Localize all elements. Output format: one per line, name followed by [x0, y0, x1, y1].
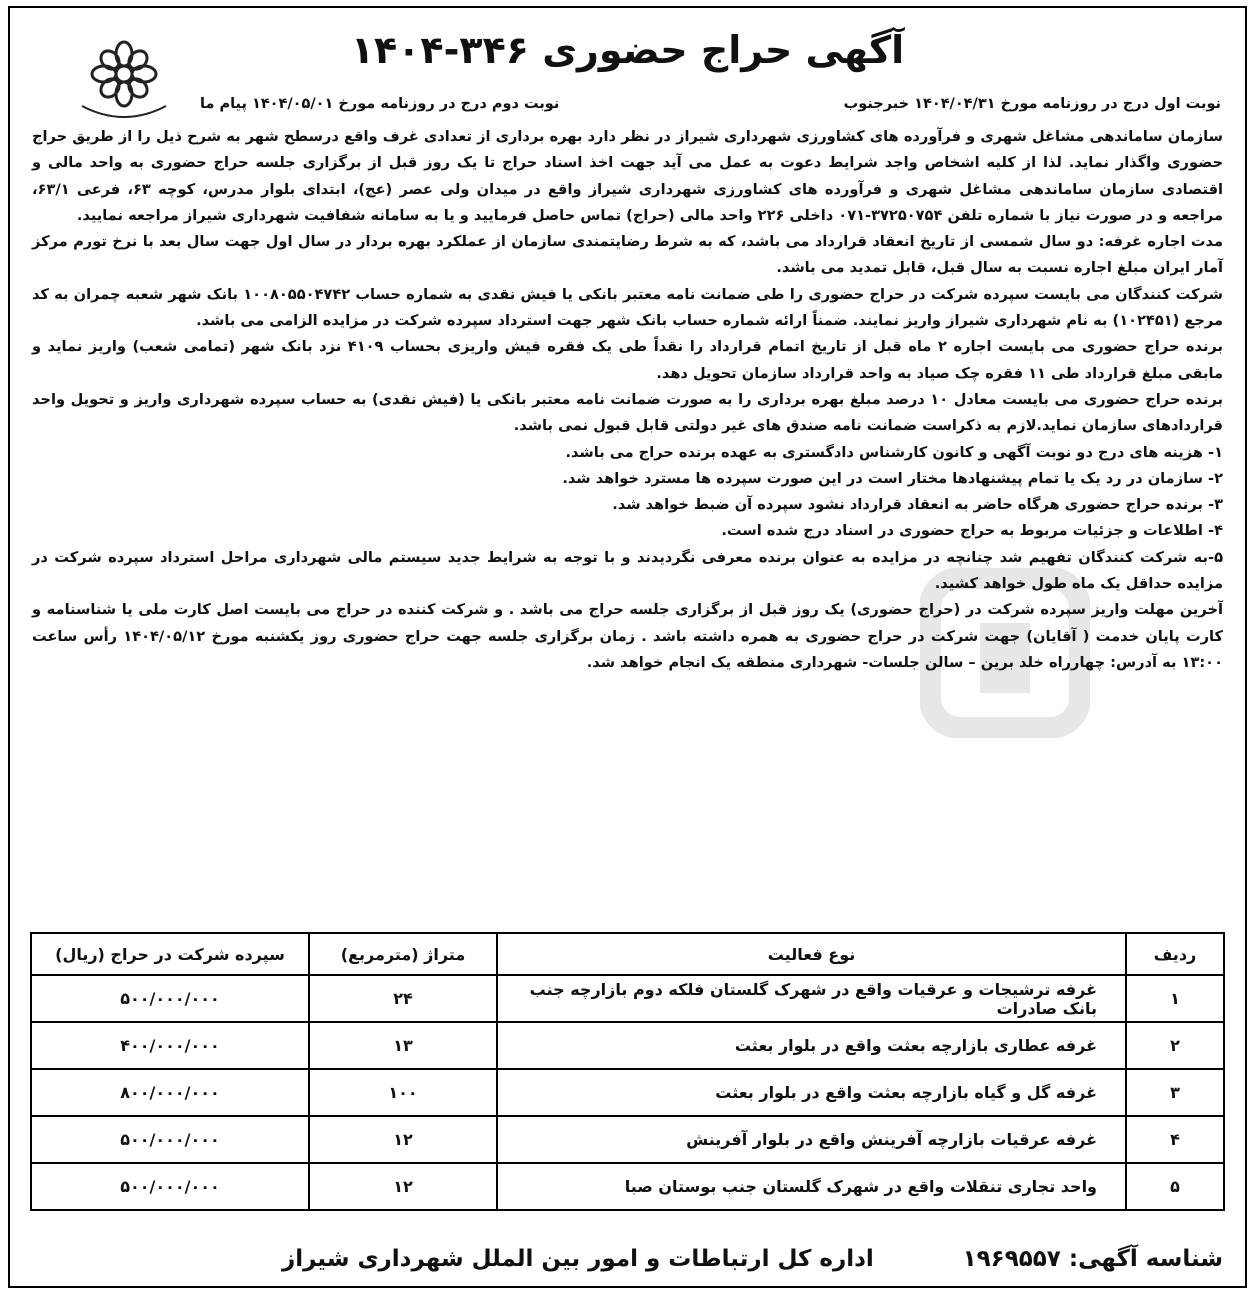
paragraph: برنده حراج حضوری می بایست اجاره ۲ ماه قبل از تاریخ اتمام قرارداد را نقداً طی یک فقره فیش واریزی بحساب ۴۱۰۹ نزد بانک شهر (تمامی شعب) واریز نماید و مابقی مبلغ قرارداد طی ۱۱ فقره چک صیاد به واحد قرارداد سازمان تحویل دهد. [32, 338, 1223, 382]
paragraph: ۵-به شرکت کنندگان تفهیم شد چنانچه در مزایده به عنوان برنده معرفی نگردیدند و با توجه به شرایط جدید سیستم مالی شهرداری مراحل استرداد سپرده شرکت در مزایده حداقل یک ماه طول خواهد کشید. [32, 548, 1223, 593]
activity: واحد تجاری تنقلات واقع در شهرک گلستان جنب بوستان صبا [497, 1163, 1126, 1210]
row-number: ۱ [1126, 975, 1224, 1022]
activity: غرفه عطاری بازارچه بعثت واقع در بلوار بعثت [497, 1022, 1126, 1069]
tender-notice [8, 6, 1247, 1288]
header-deposit: سپرده شرکت در حراج (ریال) [31, 933, 309, 975]
items-table [30, 932, 1225, 1211]
paragraph: شرکت کنندگان می بایست سپرده شرکت در حراج حضوری را طی ضمانت نامه معتبر بانکی یا فیش نقدی به شماره حساب ۱۰۰۸۰۵۵۰۴۷۴۲ بانک شهر شعبه چمران به کد مرجع (۱۰۲۴۵۱) به نام شهرداری شیراز واریز نمایند. ضمناً ارائه شماره حساب بانک شهر جهت استرداد سپرده شرکت در مزایده الزامی می باشد. [32, 285, 1223, 330]
paragraph: آخرین مهلت واریز سپرده شرکت در (حراج حضوری) یک روز قبل از برگزاری جلسه حراج می باشد . و شرکت کننده در حراج می بایست اصل کارت ملی یا شناسنامه و کارت پایان خدمت ( آقایان) جهت شرکت در حراج حضوری به همره داشته باشد . زمان برگزاری جلسه جهت حراج حضوری روز یکشنبه مورخ ۱۴۰۴/۰۵/۱۲ رأس ساعت ۱۳:۰۰ به آدرس: چهارراه خلد برین – سالن جلسات- شهرداری منطقه یک انجام خواهد شد. [32, 601, 1224, 671]
header-row-number: ردیف [1126, 933, 1224, 975]
page-title: آگهی حراج حضوری ۳۴۶-۱۴۰۴ [350, 28, 905, 72]
table-row [31, 1163, 1224, 1210]
ad-id: شناسه آگهی: ۱۹۶۹۵۵۷ [962, 1246, 1223, 1272]
paragraph: سازمان ساماندهی مشاغل شهری و فرآورده های کشاورزی شهرداری شیراز در نظر دارد بهره برداری از تعدادی غرف واقع درسطح شهر به شرح ذیل را از طریق حراج حضوری واگذار نماید. لذا از کلیه اشخاص واجد شرایط دعوت به عمل می آید جهت اخذ اسناد حراج تا یک روز قبل از برگزاری جلسه حراج حضوری به واحد مالی و اقتصادی سازمان ساماندهی مشاغل شهری و فرآورده های کشاورزی شهرداری شیراز واقع در میدان ولی عصر (عج)، ابتدای بلوار مدرس، کوچه ۶۳، فرعی ۶۳/۱، مراجعه و در صورت نیاز با شماره تلفن ۳۷۲۵۰۷۵۴-۰۷۱ داخلی ۲۲۶ واحد مالی (حراج) تماس حاصل فرمایید و یا به سامانه شفافیت شهرداری شیراز مراجعه نمایید. [32, 128, 1223, 224]
deposit: ۸۰۰/۰۰۰/۰۰۰ [31, 1069, 309, 1116]
paragraph: ۴- اطلاعات و جزئیات مربوط به حراج حضوری در اسناد درج شده است. [721, 522, 1223, 540]
row-number: ۴ [1126, 1116, 1224, 1163]
table-row [31, 975, 1224, 1022]
area: ۱۳ [309, 1022, 497, 1069]
issuing-organization: اداره کل ارتباطات و امور بین الملل شهرداری شیراز [282, 1246, 874, 1272]
paragraph: ۲- سازمان در رد یک یا تمام پیشنهادها مختار است در این صورت سپرده ها مسترد خواهد شد. [562, 469, 1223, 487]
publication-dates [200, 96, 1221, 112]
area: ۲۴ [309, 975, 497, 1022]
paragraph: مدت اجاره غرفه: دو سال شمسی از تاریخ انعقاد قرارداد می باشد، که به شرط رضایتمندی سازمان از عملکرد بهره بردار در سال اول جهت سال بعد با نرخ تورم مرکز آمار ایران مبلغ اجاره نسبت به سال قبل، قابل تمدید می باشد. [32, 233, 1223, 277]
notice-body [32, 124, 1223, 676]
header-area: متراژ (مترمربع) [309, 933, 497, 975]
paragraph: ۳- برنده حراج حضوری هرگاه حاضر به انعقاد قرارداد نشود سپرده آن ضبط خواهد شد. [612, 496, 1223, 514]
deposit: ۵۰۰/۰۰۰/۰۰۰ [31, 1116, 309, 1163]
row-number: ۲ [1126, 1022, 1224, 1069]
second-publication: نوبت دوم درج در روزنامه مورخ ۱۴۰۴/۰۵/۰۱ پیام ما [200, 96, 560, 112]
row-number: ۵ [1126, 1163, 1224, 1210]
table-row [31, 1116, 1224, 1163]
first-publication: نوبت اول درج در روزنامه مورخ ۱۴۰۴/۰۴/۳۱ خبرجنوب [843, 96, 1221, 112]
header-activity: نوع فعالیت [497, 933, 1126, 975]
area: ۱۲ [309, 1116, 497, 1163]
paragraph: ۱- هزینه های درج دو نوبت آگهی و کانون کارشناس دادگستری به عهده برنده حراج می باشد. [565, 443, 1223, 461]
table-row [31, 1022, 1224, 1069]
deposit: ۴۰۰/۰۰۰/۰۰۰ [31, 1022, 309, 1069]
deposit: ۵۰۰/۰۰۰/۰۰۰ [31, 975, 309, 1022]
area: ۱۰۰ [309, 1069, 497, 1116]
area: ۱۲ [309, 1163, 497, 1210]
activity: غرفه ترشیجات و عرقیات واقع در شهرک گلستان فلکه دوم بازارچه جنب بانک صادرات [497, 975, 1126, 1022]
footer [32, 1246, 1223, 1272]
table-header-row [31, 933, 1224, 975]
deposit: ۵۰۰/۰۰۰/۰۰۰ [31, 1163, 309, 1210]
activity: غرفه گل و گیاه بازارچه بعثت واقع در بلوار بعثت [497, 1069, 1126, 1116]
row-number: ۳ [1126, 1069, 1224, 1116]
table-row [31, 1069, 1224, 1116]
activity: غرفه عرقیات بازارچه آفرینش واقع در بلوار آفرینش [497, 1116, 1126, 1163]
paragraph: برنده حراج حضوری می بایست معادل ۱۰ درصد مبلغ بهره برداری را به صورت ضمانت نامه معتبر بانکی یا (فیش نقدی) به حساب سپرده شهرداری واریز و تحویل واحد قراردادهای سازمان نماید.لازم به ذکراست ضمانت نامه صندق های غیر دولتی قابل قبول نمی باشد. [32, 390, 1223, 435]
